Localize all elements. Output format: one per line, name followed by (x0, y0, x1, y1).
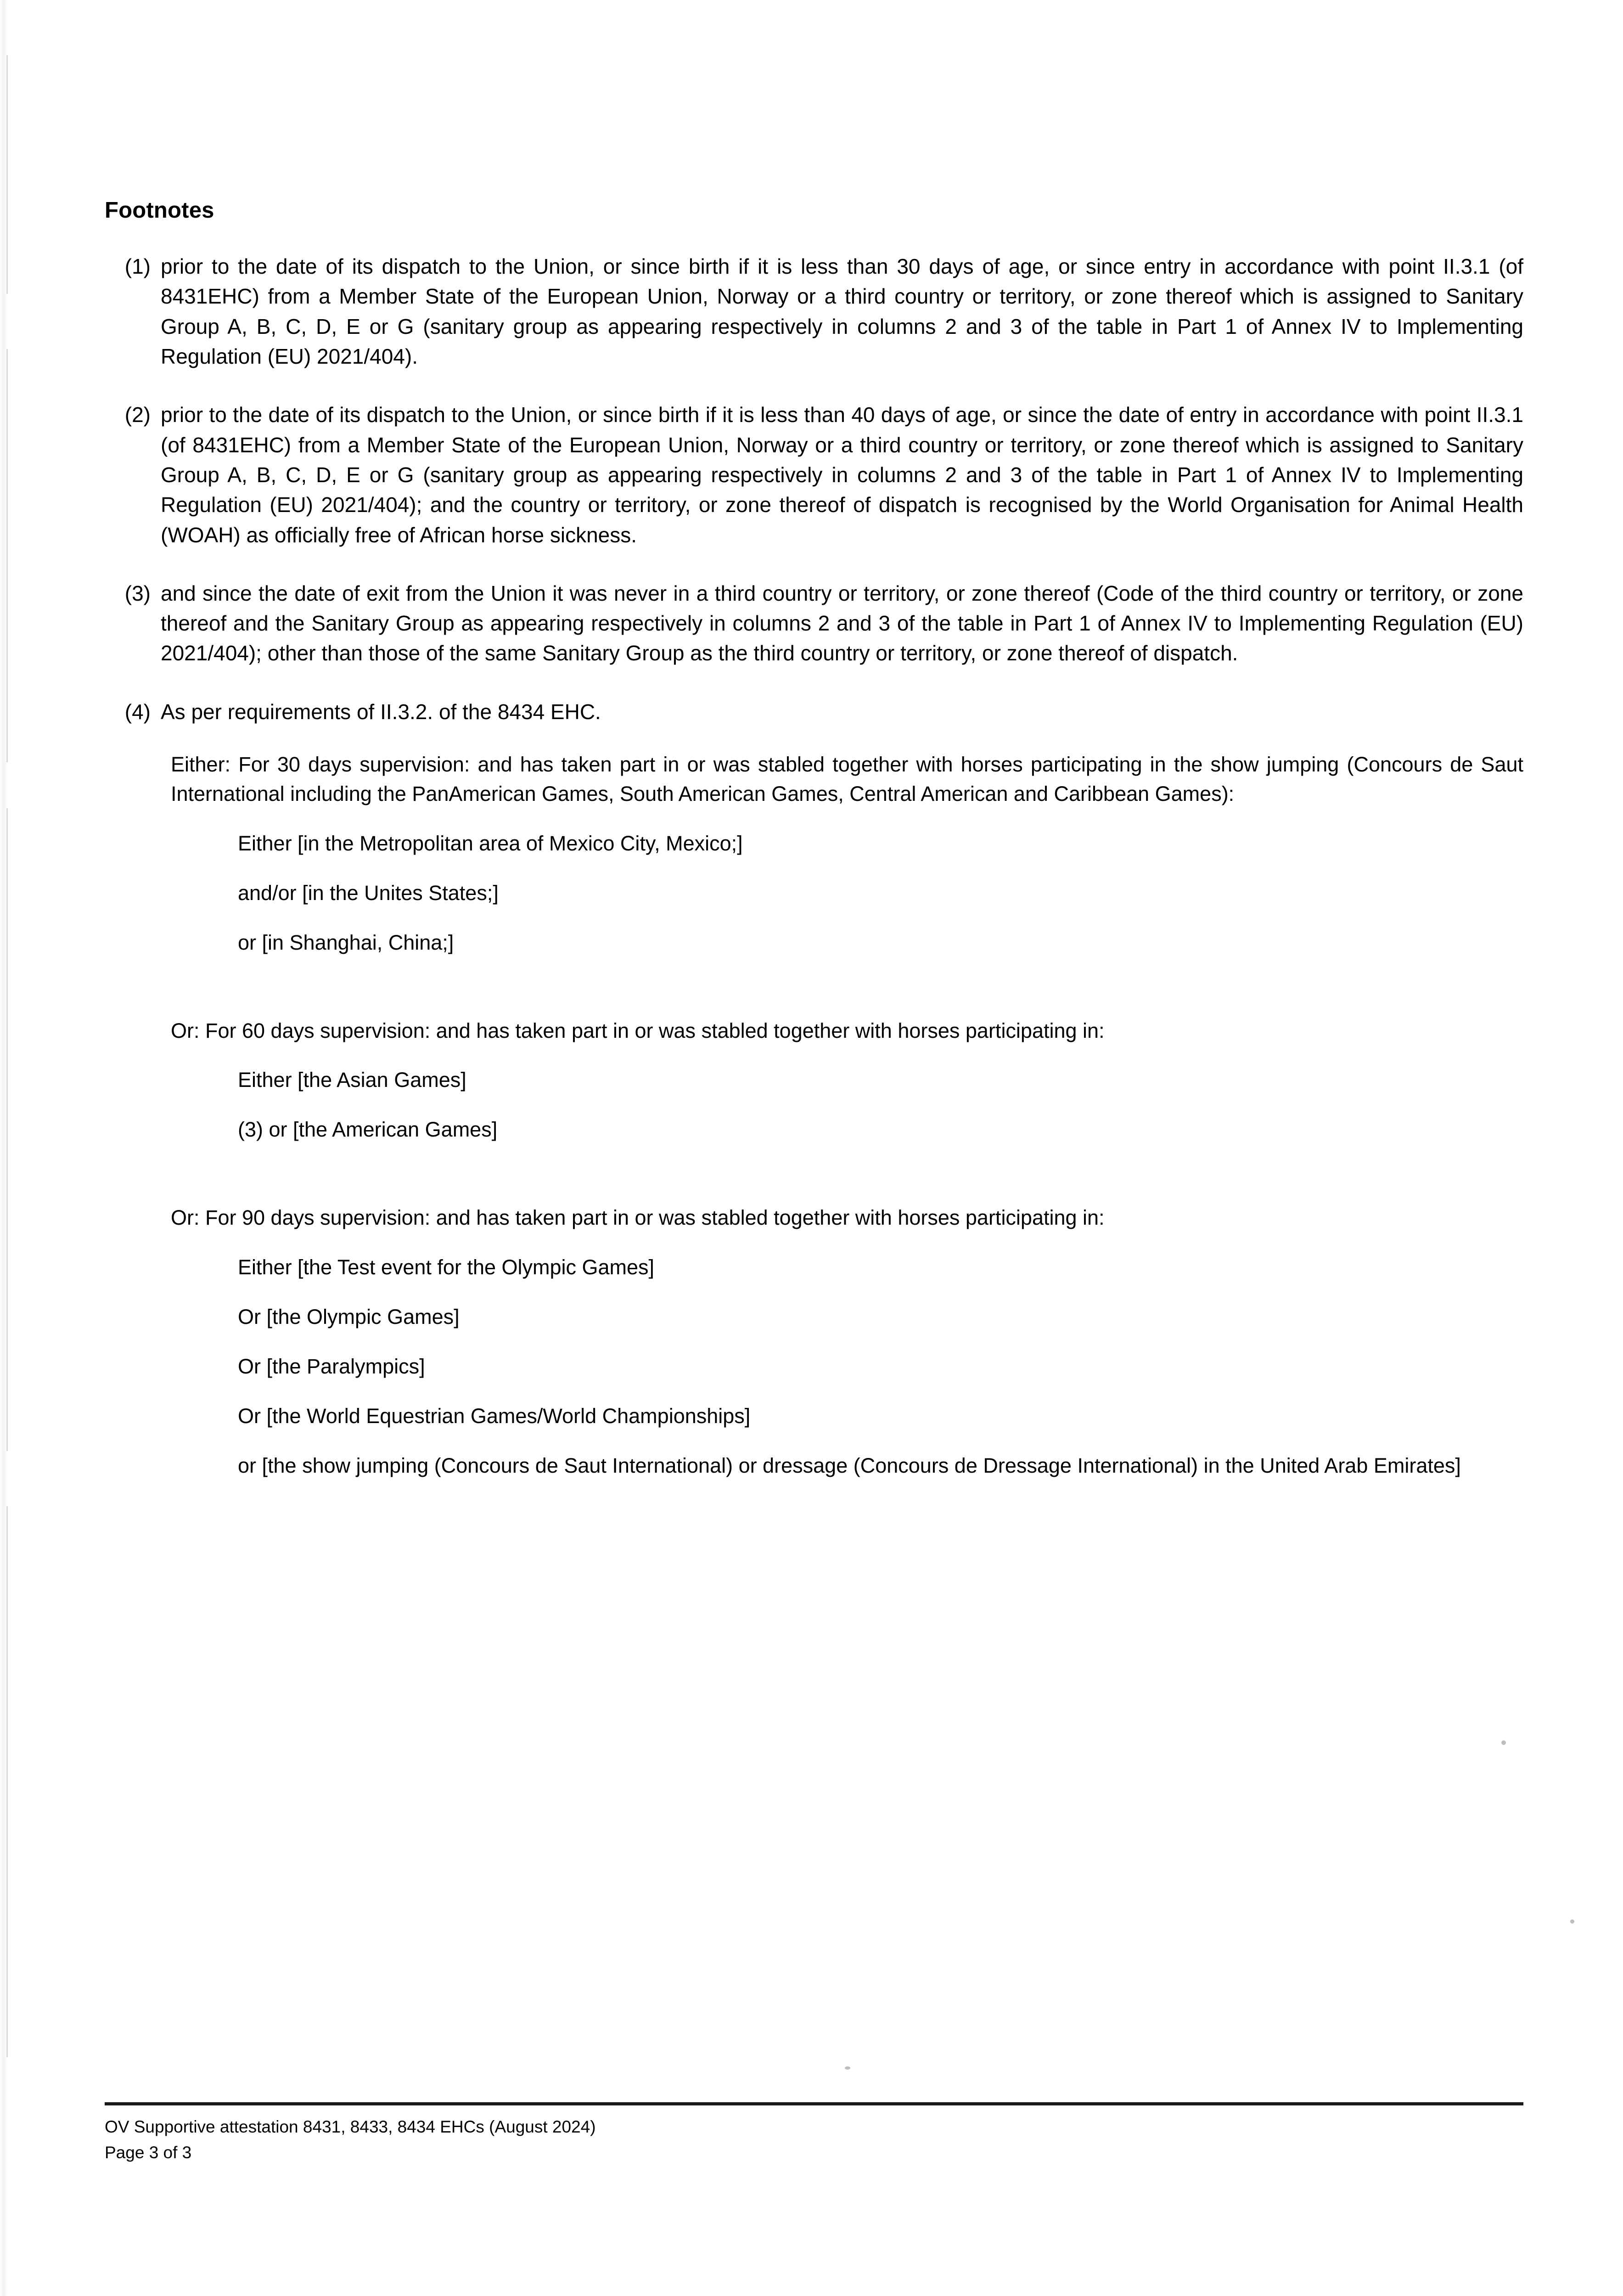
supervision-90-option: or [the show jumping (Concours de Saut International) or dressage (Concours de Dressage International) in the United Arab Emirates] (238, 1453, 1461, 1477)
scan-speck (1570, 1919, 1574, 1924)
supervision-90-option: Or [the Paralympics] (238, 1354, 425, 1378)
footnote-item (105, 697, 1523, 727)
footnote-item (105, 252, 1523, 371)
footer-document-reference: OV Supportive attestation 8431, 8433, 8434 EHCs (August 2024) (105, 2117, 596, 2136)
supervision-90-option: Either [the Test event for the Olympic Games] (238, 1255, 655, 1279)
footnote-marker: (4) (124, 699, 151, 724)
scan-streak (6, 55, 8, 294)
supervision-30-option: or [in Shanghai, China;] (238, 930, 454, 954)
supervision-30-option: Either [in the Metropolitan area of Mexico City, Mexico;] (238, 831, 743, 855)
footnote-marker: (3) (124, 581, 151, 605)
scan-streak (6, 1506, 8, 2057)
supervision-90-option: Or [the Olympic Games] (238, 1305, 460, 1328)
footnote-item (105, 400, 1523, 550)
footnote-text: and since the date of exit from the Union it was never in a third country or territory, or zone thereof (Code of the third country or territory, or zone thereof and the Sanitary Group as appearing respectively in columns 2 and 3 of the table in Part 1 of Annex IV to Implementing Regulation (EU) 2021/404); other than those of the same Sanitary Group as the third country or territory, or zone thereof of dispatch. (161, 581, 1523, 665)
scan-streak (6, 349, 8, 762)
footnote-marker: (1) (124, 254, 151, 278)
footnote-text: prior to the date of its dispatch to the Union, or since birth if it is less than 30 days of age, or since entry in accordance with point II.3.1 (of 8431EHC) from a Member State of the European Union, Norway or a third country or territory, or zone thereof which is assigned to Sanitary Group A, B, C, D, E or G (sanitary group as appearing respectively in columns 2 and 3 of the table in Part 1 of Annex IV to Implementing Regulation (EU) 2021/404). (161, 254, 1523, 368)
supervision-60-intro: Or: For 60 days supervision: and has taken part in or was stabled together with horses participating in: (171, 1019, 1105, 1042)
supervision-30-option: and/or [in the Unites States;] (238, 881, 499, 905)
supervision-60-option: Either [the Asian Games] (238, 1068, 466, 1092)
footnote-text: prior to the date of its dispatch to the Union, or since birth if it is less than 40 days of age, or since the date of entry in accordance with point II.3.1 (of 8431EHC) from a Member State of the European Union, Norway or a third country or territory, or zone thereof which is assigned to Sanitary Group A, B, C, D, E or G (sanitary group as appearing respectively in columns 2 and 3 of the table in Part 1 of Annex IV to Implementing Regulation (EU) 2021/404); and the country or territory, or zone thereof of dispatch is recognised by the World Organisation for Animal Health (WOAH) as officially free of African horse sickness. (161, 403, 1523, 547)
supervision-60-option: (3) or [the American Games] (238, 1118, 498, 1142)
scan-streak (6, 808, 8, 1451)
supervision-90-option: Or [the World Equestrian Games/World Championships] (238, 1404, 751, 1428)
page-title: Footnotes (105, 198, 214, 223)
supervision-30-intro: Either: For 30 days supervision: and has taken part in or was stabled together with horses participating in the show jumping (Concours de Saut International including the PanAmerican Games, South American Games, Central American and Caribbean Games): (171, 753, 1523, 805)
footnotes-list (105, 252, 1523, 727)
footer-divider (105, 2102, 1523, 2105)
scan-speck (845, 2066, 850, 2070)
footnote-item (105, 579, 1523, 669)
footnote-text: As per requirements of II.3.2. of the 8434 EHC. (161, 699, 601, 724)
footer-page-number: Page 3 of 3 (105, 2143, 192, 2162)
scan-speck (1501, 1740, 1506, 1745)
footnote-marker: (2) (124, 403, 151, 427)
document-body (105, 0, 1523, 1480)
supervision-90-intro: Or: For 90 days supervision: and has taken part in or was stabled together with horses participating in: (171, 1206, 1105, 1230)
section-spacer (105, 957, 1523, 993)
page-footer (105, 2114, 1523, 2165)
section-spacer (105, 1144, 1523, 1180)
